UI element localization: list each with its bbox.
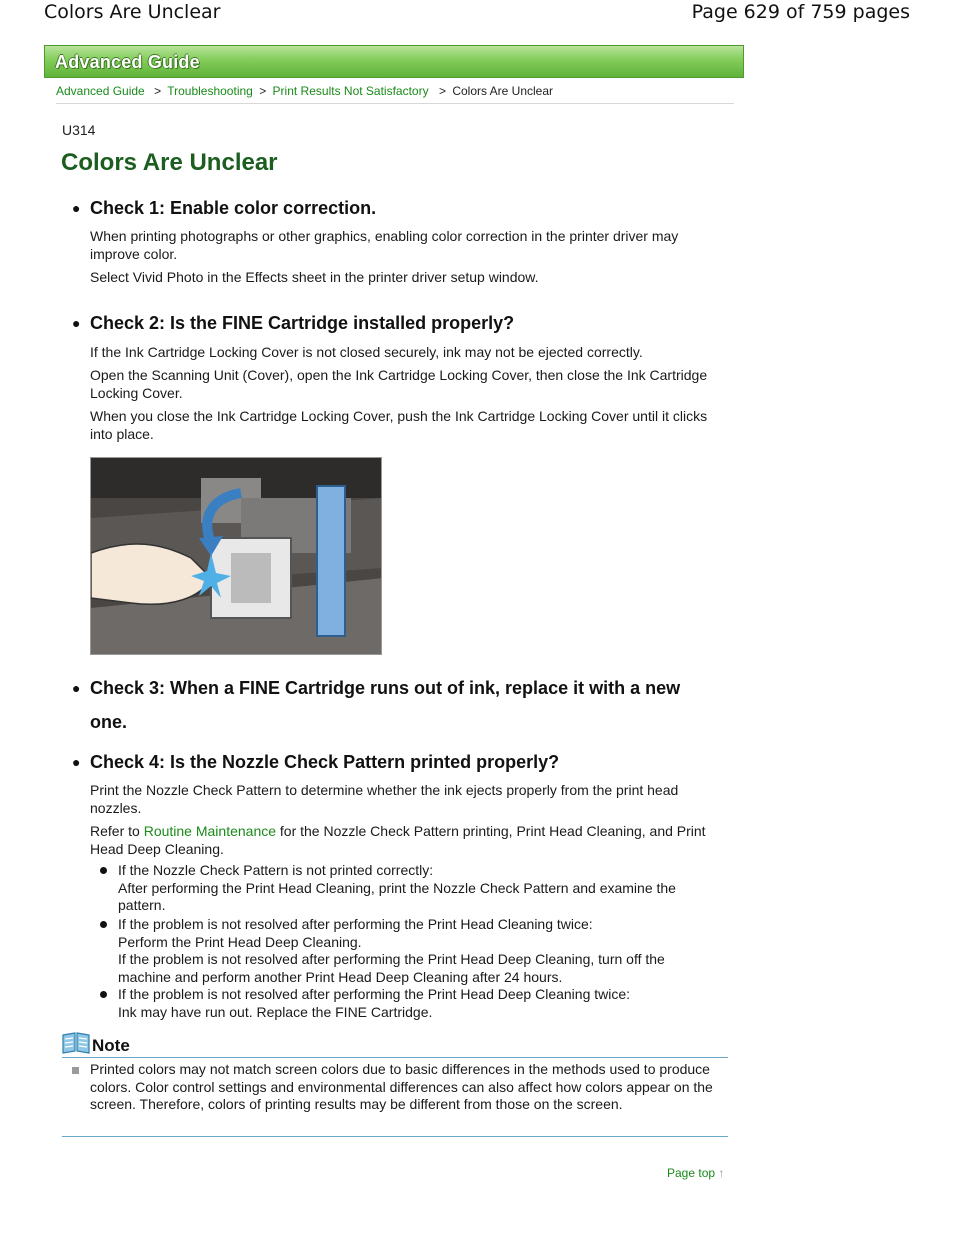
breadcrumb <box>56 84 553 98</box>
advanced-guide-label: Advanced Guide <box>55 52 200 72</box>
page-title: Colors Are Unclear <box>61 149 278 176</box>
breadcrumb-current: Colors Are Unclear <box>452 84 554 98</box>
breadcrumb-separator: > <box>438 84 446 98</box>
page-top-link[interactable]: Page top ↑ <box>667 1166 725 1180</box>
square-bullet-icon <box>72 1067 79 1074</box>
check-2-paragraph: When you close the Ink Cartridge Locking Cover, push the Ink Cartridge Locking Cover until it clicks into place. <box>90 408 708 442</box>
bullet-icon <box>100 921 107 928</box>
routine-maintenance-link[interactable]: Routine Maintenance <box>143 823 277 839</box>
check-2-heading: ● Check 2: Is the FINE Cartridge installed properly? <box>72 306 722 340</box>
check-4-refer-paragraph: Refer to Routine Maintenance for the Nozzle Check Pattern printing, Print Head Cleaning, and Print Head Deep Cleaning. <box>90 823 706 857</box>
check-2-paragraph: If the Ink Cartridge Locking Cover is not closed securely, ink may not be ejected correctly. <box>90 344 643 360</box>
breadcrumb-advanced-guide[interactable]: Advanced Guide <box>56 84 145 98</box>
check-2-paragraph: Open the Scanning Unit (Cover), open the Ink Cartridge Locking Cover, then close the Ink Cartridge Locking Cover. <box>90 367 708 401</box>
document-title: Colors Are Unclear <box>44 1 221 23</box>
divider <box>56 103 734 104</box>
bullet-icon: ● <box>72 200 81 216</box>
check-1-heading: ● Check 1: Enable color correction. <box>72 191 722 225</box>
note-label: Note <box>92 1036 130 1055</box>
note-body <box>74 1061 714 1114</box>
cartridge-illustration <box>90 457 382 655</box>
check-1-paragraph: Select Vivid Photo in the Effects sheet in the printer driver setup window. <box>90 269 539 285</box>
divider <box>62 1136 728 1137</box>
check-4-heading: ● Check 4: Is the Nozzle Check Pattern printed properly? <box>72 745 722 779</box>
list-item: If the problem is not resolved after performing the Print Head Cleaning twice: Perform the Print Head Deep Cleaning. If the problem is not resolved after performing the Print Head Deep Cleaning, turn off the machine and perform another Print Head Deep Cleaning after 24 hours. <box>100 916 720 986</box>
page-counter: Page 629 of 759 pages <box>691 1 910 23</box>
check-3-heading: ● Check 3: When a FINE Cartridge runs out of ink, replace it with a new one. <box>72 671 722 739</box>
book-icon <box>62 1032 90 1054</box>
note-text: Printed colors may not match screen colors due to basic differences in the methods used to produce colors. Color control settings and environmental differences can also affect how colors appear on the screen. Therefore, colors of printing results may be different from those on the screen. <box>90 1061 713 1113</box>
breadcrumb-separator: > <box>259 84 267 98</box>
bullet-icon <box>100 991 107 998</box>
note-header <box>62 1032 728 1058</box>
breadcrumb-troubleshooting[interactable]: Troubleshooting <box>167 84 253 98</box>
breadcrumb-separator: > <box>154 84 162 98</box>
bullet-icon: ● <box>72 680 81 696</box>
bullet-icon <box>100 867 107 874</box>
cartridge-illustration-image <box>91 458 382 655</box>
breadcrumb-print-results[interactable]: Print Results Not Satisfactory <box>272 84 429 98</box>
check-1-paragraph: When printing photographs or other graphics, enabling color correction in the printer driver may improve color. <box>90 228 679 262</box>
arrow-up-icon: ↑ <box>718 1166 725 1180</box>
topic-code: U314 <box>62 122 96 138</box>
bullet-icon: ● <box>72 315 81 331</box>
list-item: If the problem is not resolved after performing the Print Head Deep Cleaning twice: Ink may have run out. Replace the FINE Cartridge. <box>100 986 720 1021</box>
list-item: If the Nozzle Check Pattern is not printed correctly: After performing the Print Head Cleaning, print the Nozzle Check Pattern and examine the pattern. <box>100 862 720 915</box>
bullet-icon: ● <box>72 754 81 770</box>
check-4-paragraph: Print the Nozzle Check Pattern to determine whether the ink ejects properly from the print head nozzles. <box>90 782 679 816</box>
advanced-guide-banner <box>44 45 744 78</box>
